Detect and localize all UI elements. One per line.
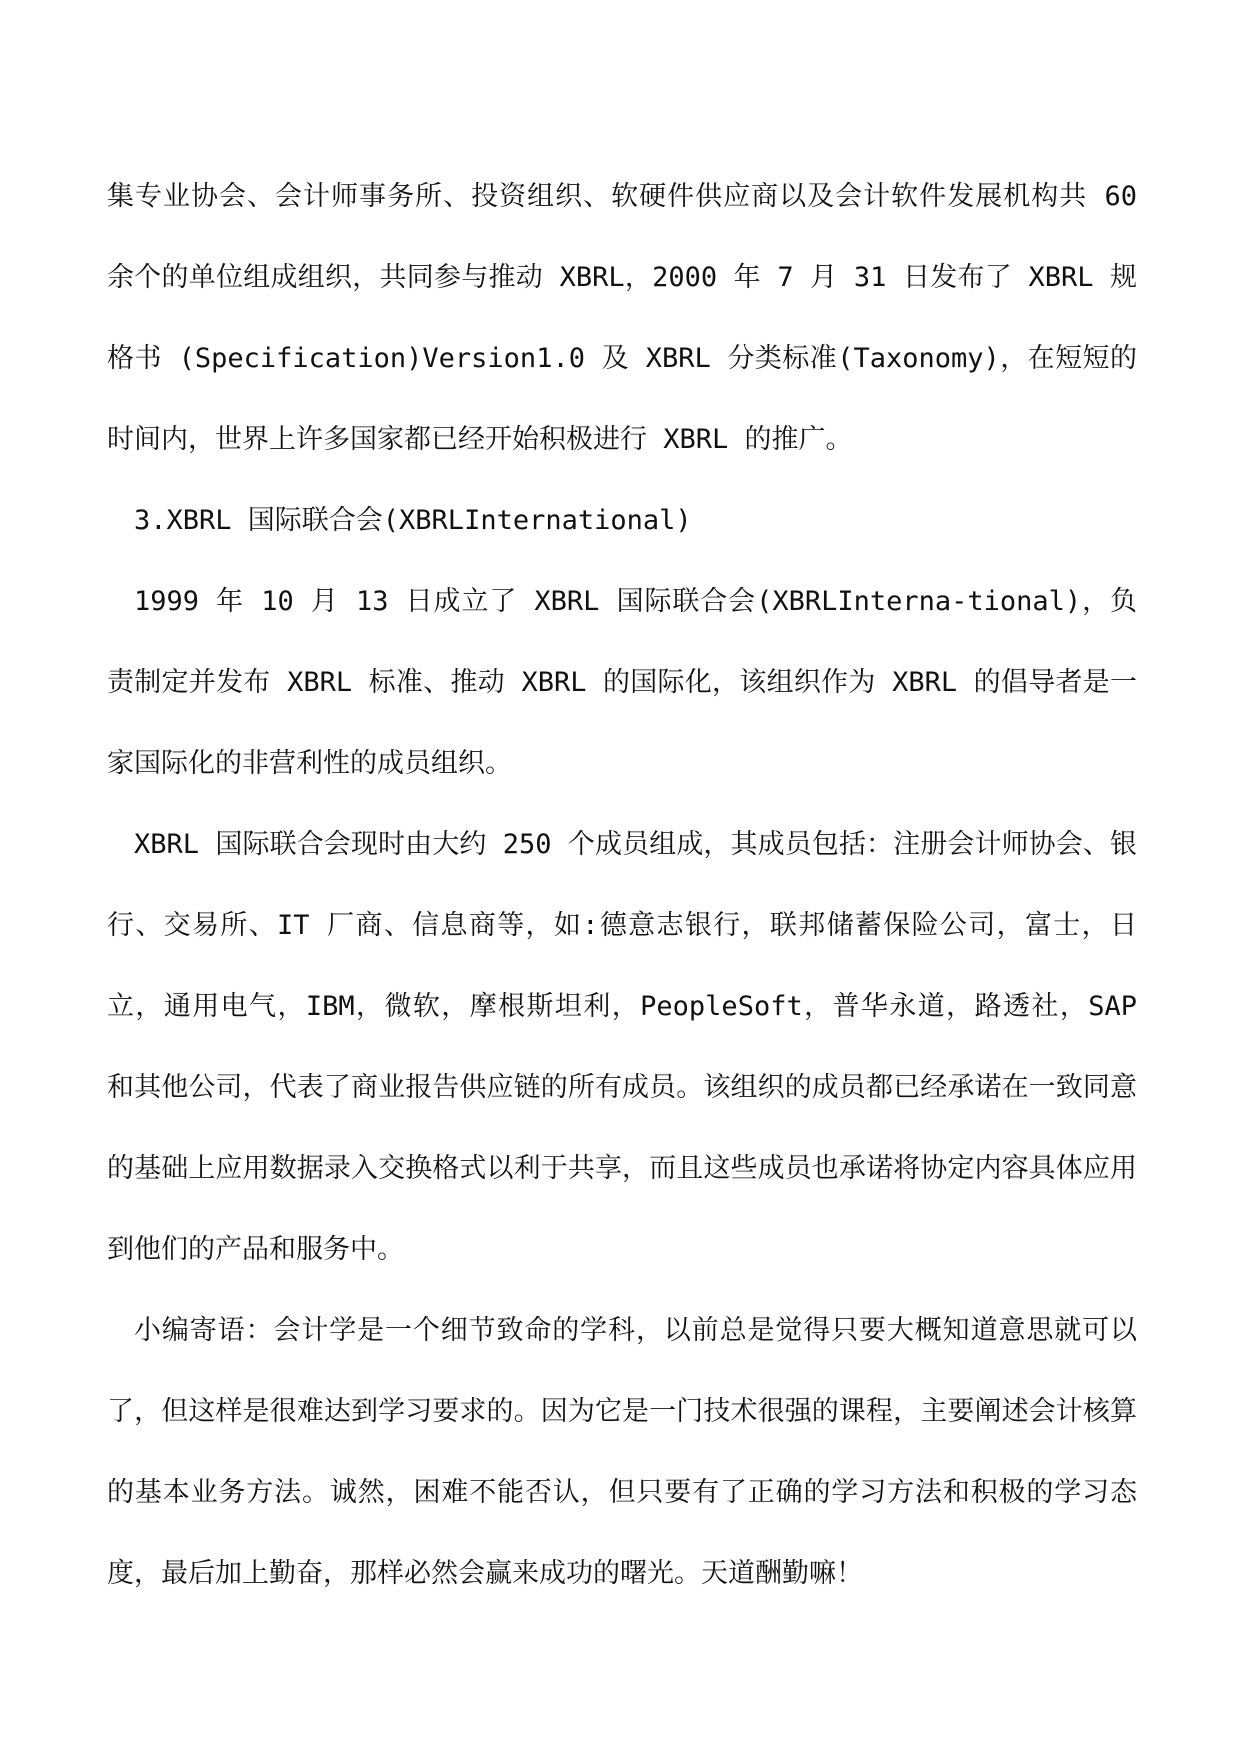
- paragraph-xbrl-members: XBRL 国际联合会现时由大约 250 个成员组成，其成员包括：注册会计师协会、银行、交易所、IT 厂商、信息商等，如:德意志银行，联邦储蓄保险公司，富士，日立，通用电气，IBM，微软，摩根斯坦利，PeopleSoft，普华永道，路透社，SAP 和其他公司，代表了商业报告供应链的所有成员。该组织的成员都已经承诺在一致同意的基础上应用数据录入交换格式以利于共享，而且这些成员也承诺将协定内容具体应用到他们的产品和服务中。: [107, 829, 1137, 1265]
- paragraph-editor-note: 小编寄语：会计学是一个细节致命的学科，以前总是觉得只要大概知道意思就可以了，但这样是很难达到学习要求的。因为它是一门技术很强的课程，主要阐述会计核算的基本业务方法。诚然，困难不能否认，但只要有了正确的学习方法和积极的学习态度，最后加上勤奋，那样必然会赢来成功的曙光。天道酬勤嘛！: [107, 1315, 1137, 1589]
- paragraph-xbrl-international-founding: 1999 年 10 月 13 日成立了 XBRL 国际联合会(XBRLInterna-tional)，负责制定并发布 XBRL 标准、推动 XBRL 的国际化，该组织作为 XBRL 的倡导者是一家国际化的非营利性的成员组织。: [107, 586, 1137, 779]
- section-heading-xbrl-international: 3.XBRL 国际联合会(XBRLInternational): [134, 505, 692, 536]
- paragraph-xbrl-origins: 集专业协会、会计师事务所、投资组织、软硬件供应商以及会计软件发展机构共 60 余个的单位组成组织，共同参与推动 XBRL，2000 年 7 月 31 日发布了 XBRL 规格书 (Specification)Version1.0 及 XBRL 分类标准(Taxonomy)，在短短的时间内，世界上许多国家都已经开始积极进行 XBRL 的推广。: [107, 181, 1137, 455]
- document-body: [107, 156, 1137, 1614]
